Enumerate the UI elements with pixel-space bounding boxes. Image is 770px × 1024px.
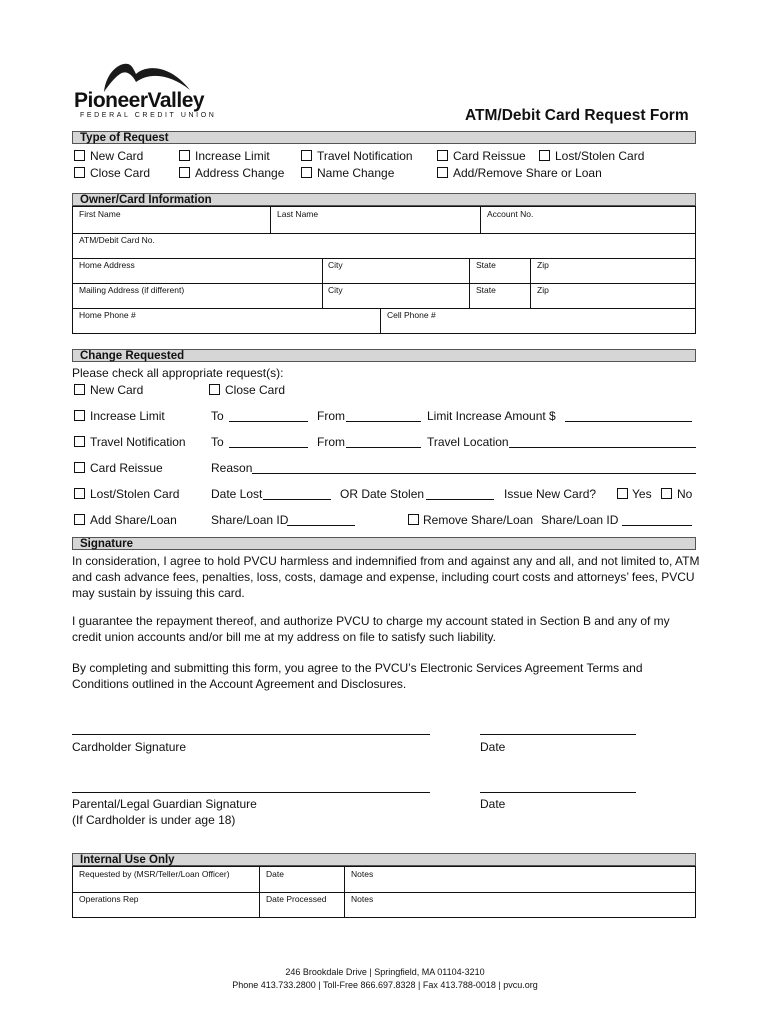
signature-header: Signature bbox=[72, 537, 696, 550]
change-add-share-checkbox[interactable] bbox=[74, 514, 85, 525]
remove-share-checkbox[interactable] bbox=[408, 514, 419, 525]
home-phone-field[interactable]: Home Phone # bbox=[79, 310, 136, 320]
change-reissue-checkbox[interactable] bbox=[74, 462, 85, 473]
issue-new-card-label: Issue New Card? bbox=[504, 487, 597, 501]
signature-para-1: In consideration, I agree to hold PVCU harmless and indemnified from and against any and all, and not limited to, ATM and cash advance fees, penalties, loss, costs, damage and expense, including court costs and attorneys’ fees, PVCU may sustain by issuing this card. bbox=[72, 554, 700, 600]
guardian-date-line[interactable] bbox=[480, 792, 636, 793]
change-new-card-label: New Card bbox=[90, 383, 144, 397]
internal-use-header: Internal Use Only bbox=[72, 853, 696, 866]
add-remove-share-checkbox[interactable] bbox=[437, 167, 448, 178]
remove-share-label: Remove Share/Loan bbox=[423, 513, 534, 527]
card-reissue-checkbox[interactable] bbox=[437, 150, 448, 161]
mailing-state-field[interactable]: State bbox=[476, 285, 496, 295]
date-stolen-field[interactable] bbox=[426, 499, 494, 500]
mailing-city-field[interactable]: City bbox=[328, 285, 343, 295]
reason-field[interactable] bbox=[252, 473, 696, 474]
increase-to-label: To bbox=[211, 409, 224, 423]
add-share-id-label: Share/Loan ID bbox=[211, 513, 289, 527]
requested-by-field[interactable]: Requested by (MSR/Teller/Loan Officer) bbox=[79, 869, 230, 879]
increase-from-field[interactable] bbox=[346, 421, 421, 422]
signature-para-2: I guarantee the repayment thereof, and authorize PVCU to charge my account stated in Section B and any of my credit union accounts and/or bill me at my address on file to satisfy such liability. bbox=[72, 614, 670, 644]
type-of-request-header: Type of Request bbox=[72, 131, 696, 144]
change-reissue-label: Card Reissue bbox=[90, 461, 163, 475]
col-divider bbox=[259, 866, 260, 918]
change-increase-limit-checkbox[interactable] bbox=[74, 410, 85, 421]
col-divider bbox=[270, 206, 271, 233]
add-share-id-field[interactable] bbox=[287, 525, 355, 526]
logo-name: PioneerValley bbox=[74, 89, 205, 112]
mailing-zip-field[interactable]: Zip bbox=[537, 285, 549, 295]
address-change-checkbox[interactable] bbox=[179, 167, 190, 178]
form-title: ATM/Debit Card Request Form bbox=[465, 107, 689, 124]
guardian-signature-label: Parental/Legal Guardian Signature bbox=[72, 797, 257, 811]
issue-yes-checkbox[interactable] bbox=[617, 488, 628, 499]
col-divider bbox=[322, 258, 323, 308]
issue-no-checkbox[interactable] bbox=[661, 488, 672, 499]
home-address-field[interactable]: Home Address bbox=[79, 260, 135, 270]
cardholder-signature-line[interactable] bbox=[72, 734, 430, 735]
col-divider bbox=[469, 258, 470, 308]
col-divider bbox=[344, 866, 345, 918]
change-close-card-checkbox[interactable] bbox=[209, 384, 220, 395]
col-divider bbox=[480, 206, 481, 233]
guardian-date-label: Date bbox=[480, 797, 506, 811]
row-divider bbox=[72, 258, 696, 259]
col-divider bbox=[380, 308, 381, 334]
add-remove-share-label: Add/Remove Share or Loan bbox=[453, 166, 602, 180]
card-reissue-label: Card Reissue bbox=[453, 149, 526, 163]
remove-share-id-label: Share/Loan ID bbox=[541, 513, 619, 527]
date-processed-field[interactable]: Date Processed bbox=[266, 894, 327, 904]
internal-notes-field[interactable]: Notes bbox=[351, 869, 374, 879]
remove-share-id-field[interactable] bbox=[622, 525, 692, 526]
travel-from-field[interactable] bbox=[346, 447, 421, 448]
change-travel-label: Travel Notification bbox=[90, 435, 186, 449]
change-lost-stolen-label: Lost/Stolen Card bbox=[90, 487, 180, 501]
signature-para-3: By completing and submitting this form, you agree to the PVCU’s Electronic Services Agreement Terms and Conditions outlined in the Account Agreement and Disclosures. bbox=[72, 661, 643, 691]
cardholder-date-label: Date bbox=[480, 740, 506, 754]
footer-contact: Phone 413.733.2800 | Toll-Free 866.697.8328 | Fax 413.788-0018 | pvcu.org bbox=[232, 980, 538, 990]
mailing-address-field[interactable]: Mailing Address (if different) bbox=[79, 285, 185, 295]
increase-to-field[interactable] bbox=[229, 421, 308, 422]
footer-address: 246 Brookdale Drive | Springfield, MA 01104-3210 bbox=[285, 967, 485, 977]
issue-yes-label: Yes bbox=[632, 487, 652, 501]
close-card-checkbox[interactable] bbox=[74, 167, 85, 178]
address-change-label: Address Change bbox=[195, 166, 285, 180]
limit-amount-label: Limit Increase Amount $ bbox=[427, 409, 556, 423]
reason-label: Reason bbox=[211, 461, 253, 475]
travel-notification-checkbox[interactable] bbox=[301, 150, 312, 161]
cardholder-date-line[interactable] bbox=[480, 734, 636, 735]
row-divider bbox=[72, 233, 696, 234]
home-state-field[interactable]: State bbox=[476, 260, 496, 270]
row-divider bbox=[72, 308, 696, 309]
internal-notes-field-2[interactable]: Notes bbox=[351, 894, 374, 904]
change-instruction: Please check all appropriate request(s): bbox=[72, 366, 284, 380]
change-increase-limit-label: Increase Limit bbox=[90, 409, 165, 423]
new-card-label: New Card bbox=[90, 149, 144, 163]
last-name-field[interactable]: Last Name bbox=[277, 209, 319, 219]
date-lost-label: Date Lost bbox=[211, 487, 263, 501]
home-city-field[interactable]: City bbox=[328, 260, 343, 270]
row-divider bbox=[72, 892, 696, 893]
change-new-card-checkbox[interactable] bbox=[74, 384, 85, 395]
guardian-note: (If Cardholder is under age 18) bbox=[72, 813, 236, 827]
operations-rep-field[interactable]: Operations Rep bbox=[79, 894, 139, 904]
logo-tagline: FEDERAL CREDIT UNION bbox=[80, 112, 217, 119]
close-card-label: Close Card bbox=[90, 166, 151, 180]
first-name-field[interactable]: First Name bbox=[79, 209, 121, 219]
home-zip-field[interactable]: Zip bbox=[537, 260, 549, 270]
change-travel-checkbox[interactable] bbox=[74, 436, 85, 447]
travel-notification-label: Travel Notification bbox=[317, 149, 413, 163]
travel-from-label: From bbox=[317, 435, 345, 449]
col-divider bbox=[530, 258, 531, 308]
change-requested-header: Change Requested bbox=[72, 349, 696, 362]
travel-to-field[interactable] bbox=[229, 447, 308, 448]
card-no-field[interactable]: ATM/Debit Card No. bbox=[79, 235, 155, 245]
change-add-share-label: Add Share/Loan bbox=[90, 513, 177, 527]
account-no-field[interactable]: Account No. bbox=[487, 209, 534, 219]
internal-date-field[interactable]: Date bbox=[266, 869, 284, 879]
lost-stolen-checkbox[interactable] bbox=[539, 150, 550, 161]
date-stolen-label: OR Date Stolen bbox=[340, 487, 425, 501]
owner-info-grid bbox=[72, 206, 696, 334]
issue-no-label: No bbox=[677, 487, 693, 501]
cardholder-signature-label: Cardholder Signature bbox=[72, 740, 187, 754]
increase-from-label: From bbox=[317, 409, 345, 423]
cell-phone-field[interactable]: Cell Phone # bbox=[387, 310, 436, 320]
guardian-signature-line[interactable] bbox=[72, 792, 430, 793]
change-close-card-label: Close Card bbox=[225, 383, 286, 397]
travel-location-label: Travel Location bbox=[427, 435, 509, 449]
travel-location-field[interactable] bbox=[509, 447, 696, 448]
lost-stolen-label: Lost/Stolen Card bbox=[555, 149, 645, 163]
name-change-checkbox[interactable] bbox=[301, 167, 312, 178]
change-lost-stolen-checkbox[interactable] bbox=[74, 488, 85, 499]
name-change-label: Name Change bbox=[317, 166, 395, 180]
increase-limit-checkbox[interactable] bbox=[179, 150, 190, 161]
new-card-checkbox[interactable] bbox=[74, 150, 85, 161]
row-divider bbox=[72, 283, 696, 284]
travel-to-label: To bbox=[211, 435, 224, 449]
increase-limit-label: Increase Limit bbox=[195, 149, 270, 163]
limit-amount-field[interactable] bbox=[565, 421, 692, 422]
date-lost-field[interactable] bbox=[263, 499, 331, 500]
owner-info-header: Owner/Card Information bbox=[72, 193, 696, 206]
